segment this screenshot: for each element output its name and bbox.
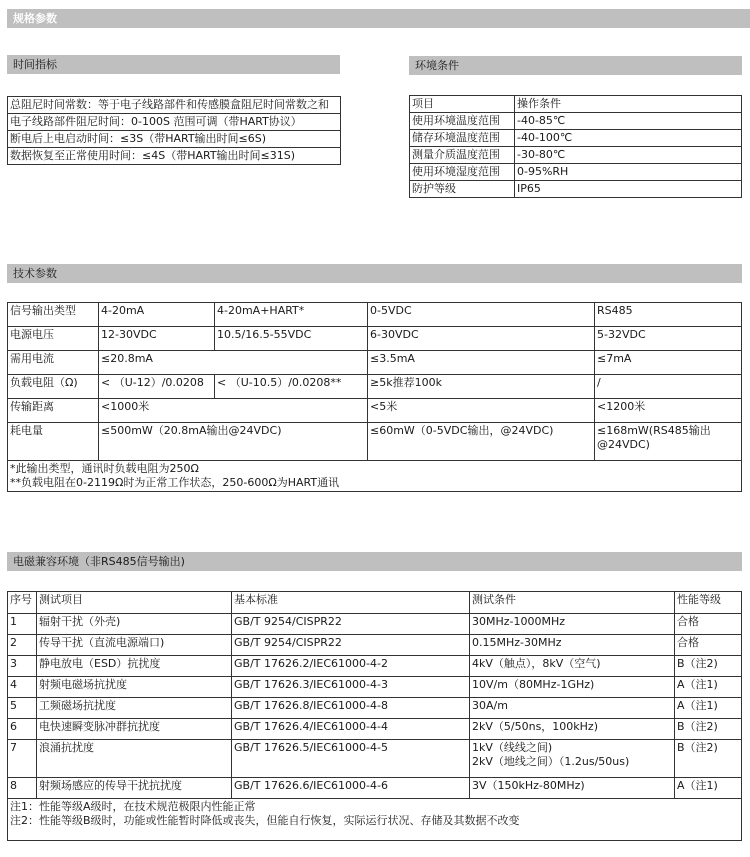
table-cell: 6 <box>8 719 37 740</box>
table-cell: 静电放电（ESD）抗扰度 <box>37 656 232 677</box>
table-row <box>410 164 742 181</box>
table-row <box>8 114 341 131</box>
table-cell: -40-85℃ <box>515 113 742 130</box>
table-cell: 电子线路部件阻尼时间：0-100S 范围可调（带HART协议） <box>8 114 341 131</box>
table-cell: A（注1) <box>675 677 742 698</box>
table-row <box>8 375 742 399</box>
table-cell: IP65 <box>515 181 742 198</box>
table-row <box>410 113 742 130</box>
table-cell: 信号输出类型 <box>8 303 99 327</box>
table-cell: 断电后上电启动时间：≤3S（带HART输出时间≤6S) <box>8 131 341 148</box>
table-cell: ≤3.5mA <box>368 351 595 375</box>
table-cell: ≤168mW(RS485输出@24VDC) <box>595 423 742 461</box>
table-cell: 项目 <box>410 96 515 113</box>
table-row <box>410 181 742 198</box>
table-cell: 7 <box>8 740 37 778</box>
table-row <box>8 592 742 614</box>
table-cell: 辐射干扰（外壳) <box>37 614 232 635</box>
table-cell: 序号 <box>8 592 37 614</box>
table-cell: 测试条件 <box>470 592 675 614</box>
table-cell: 10V/m（80MHz-1GHz) <box>470 677 675 698</box>
table-cell: 5 <box>8 698 37 719</box>
table-cell: 需用电流 <box>8 351 99 375</box>
table-cell: ≤500mW（20.8mA输出@24VDC) <box>99 423 368 461</box>
table-cell: ≤60mW（0-5VDC输出，@24VDC) <box>368 423 595 461</box>
table-row <box>8 399 742 423</box>
table-cell: ≥5k推荐100k <box>368 375 595 399</box>
table-row <box>8 719 742 740</box>
table-row <box>8 614 742 635</box>
table-cell: 4kV（触点），8kV（空气) <box>470 656 675 677</box>
table-cell: < （U-12）/0.0208 <box>99 375 215 399</box>
table-cell: 操作条件 <box>515 96 742 113</box>
table-cell: 10.5/16.5-55VDC <box>215 327 368 351</box>
table-row <box>8 656 742 677</box>
table-cell: 总阻尼时间常数：等于电子线路部件和传感膜盒阻尼时间常数之和 <box>8 97 341 114</box>
table-cell: 30A/m <box>470 698 675 719</box>
table-cell: B（注2) <box>675 719 742 740</box>
table-cell: 合格 <box>675 614 742 635</box>
table-cell: 0.15MHz-30MHz <box>470 635 675 656</box>
table-cell: B（注2) <box>675 656 742 677</box>
table-row <box>8 327 742 351</box>
table-cell: <5米 <box>368 399 595 423</box>
table-row <box>8 799 742 841</box>
table-cell: 4-20mA+HART* <box>215 303 368 327</box>
table-cell: 基本标准 <box>232 592 470 614</box>
table-cell: 3 <box>8 656 37 677</box>
table-row <box>8 148 341 165</box>
table-cell: <1000米 <box>99 399 368 423</box>
table-row <box>410 147 742 164</box>
table-cell: 4-20mA <box>99 303 215 327</box>
table-cell: 电快速瞬变脉冲群抗扰度 <box>37 719 232 740</box>
table-cell: 1kV（线线之间) 2kV（地线之间）（1.2us/50us) <box>470 740 675 778</box>
table-cell: 浪涌抗扰度 <box>37 740 232 778</box>
table-cell: 性能等级 <box>675 592 742 614</box>
table-cell: / <box>595 375 742 399</box>
table-row <box>8 131 341 148</box>
table-cell: ≤20.8mA <box>99 351 368 375</box>
section-header-tech: 技术参数 <box>7 264 742 283</box>
table-cell: RS485 <box>595 303 742 327</box>
table-row <box>8 303 742 327</box>
table-cell: 12-30VDC <box>99 327 215 351</box>
table-cell: -40-100℃ <box>515 130 742 147</box>
table-cell: 8 <box>8 778 37 799</box>
env-table <box>409 95 742 198</box>
tech-table <box>7 302 742 492</box>
table-cell: 传输距离 <box>8 399 99 423</box>
table-cell: GB/T 17626.2/IEC61000-4-2 <box>232 656 470 677</box>
table-cell: 0-95%RH <box>515 164 742 181</box>
note: 注2：性能等级B级时，功能或性能暂时降低或丧失，但能自行恢复，实际运行状况、存储及其数据不改变 <box>10 814 520 827</box>
table-cell: GB/T 9254/CISPR22 <box>232 614 470 635</box>
table-cell: B（注2) <box>675 740 742 778</box>
table-cell: 3V（150kHz-80MHz) <box>470 778 675 799</box>
table-cell: GB/T 17626.3/IEC61000-4-3 <box>232 677 470 698</box>
table-cell: A（注1) <box>675 698 742 719</box>
emc-table <box>7 591 742 841</box>
table-cell: 射频场感应的传导干扰抗扰度 <box>37 778 232 799</box>
table-cell: 5-32VDC <box>595 327 742 351</box>
table-cell: 传导干扰（直流电源端口) <box>37 635 232 656</box>
table-cell: GB/T 17626.6/IEC61000-4-6 <box>232 778 470 799</box>
time-table <box>7 96 341 165</box>
table-cell: A（注1) <box>675 778 742 799</box>
note: **负载电阻在0-2119Ω时为正常工作状态，250-600Ω为HART通讯 <box>10 476 340 489</box>
table-notes <box>8 799 742 841</box>
table-cell: 6-30VDC <box>368 327 595 351</box>
table-cell: ≤7mA <box>595 351 742 375</box>
table-cell: 1 <box>8 614 37 635</box>
table-cell: 2 <box>8 635 37 656</box>
table-cell: 防护等级 <box>410 181 515 198</box>
table-cell: GB/T 17626.4/IEC61000-4-4 <box>232 719 470 740</box>
table-cell: 使用环境湿度范围 <box>410 164 515 181</box>
table-row <box>410 96 742 113</box>
table-row <box>8 698 742 719</box>
table-cell: 储存环境温度范围 <box>410 130 515 147</box>
table-row <box>8 778 742 799</box>
table-cell: 测试项目 <box>37 592 232 614</box>
table-cell: 使用环境温度范围 <box>410 113 515 130</box>
table-notes <box>8 461 742 492</box>
table-row <box>8 635 742 656</box>
table-row <box>8 351 742 375</box>
table-cell: 射频电磁场抗扰度 <box>37 677 232 698</box>
table-cell: GB/T 17626.8/IEC61000-4-8 <box>232 698 470 719</box>
table-cell: < （U-10.5）/0.0208** <box>215 375 368 399</box>
section-header-env: 环境条件 <box>409 56 742 75</box>
table-cell: -30-80℃ <box>515 147 742 164</box>
section-header-emc: 电磁兼容环境（非RS485信号输出) <box>7 552 742 571</box>
note: *此输出类型，通讯时负载电阻为250Ω <box>10 462 199 475</box>
table-row <box>8 677 742 698</box>
table-cell: 工频磁场抗扰度 <box>37 698 232 719</box>
table-cell: GB/T 17626.5/IEC61000-4-5 <box>232 740 470 778</box>
table-cell: 合格 <box>675 635 742 656</box>
section-header-specs: 规格参数 <box>7 9 750 28</box>
table-row <box>8 461 742 492</box>
table-row <box>410 130 742 147</box>
table-row <box>8 423 742 461</box>
table-cell: 数据恢复至正常使用时间：≤4S（带HART输出时间≤31S) <box>8 148 341 165</box>
note: 注1：性能等级A级时，在技术规范极限内性能正常 <box>10 800 256 813</box>
table-cell: 耗电量 <box>8 423 99 461</box>
table-cell: 4 <box>8 677 37 698</box>
table-row <box>8 740 742 778</box>
table-cell: 测量介质温度范围 <box>410 147 515 164</box>
table-cell: <1200米 <box>595 399 742 423</box>
table-cell: 电源电压 <box>8 327 99 351</box>
table-cell: 0-5VDC <box>368 303 595 327</box>
table-cell: 30MHz-1000MHz <box>470 614 675 635</box>
table-row <box>8 97 341 114</box>
section-header-time: 时间指标 <box>7 55 340 74</box>
table-cell: GB/T 9254/CISPR22 <box>232 635 470 656</box>
table-cell: 2kV（5/50ns，100kHz) <box>470 719 675 740</box>
table-cell: 负载电阻（Ω) <box>8 375 99 399</box>
